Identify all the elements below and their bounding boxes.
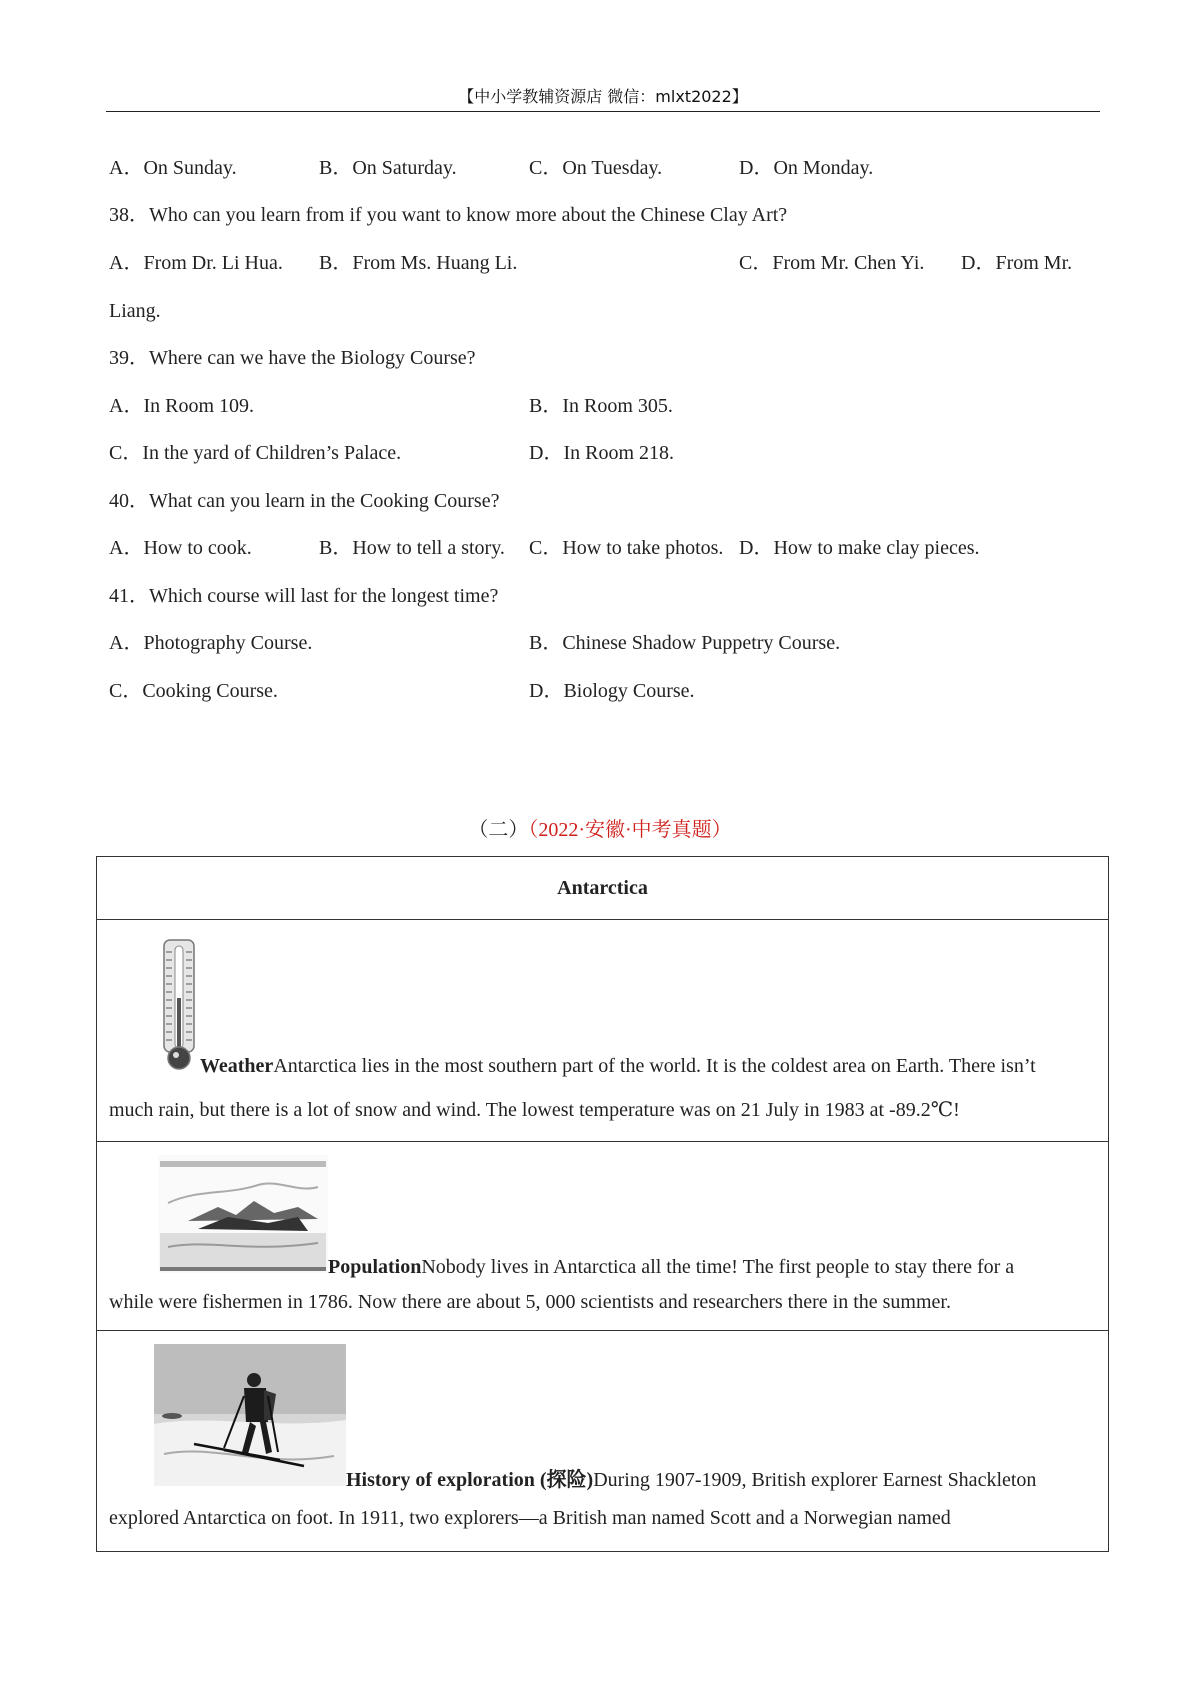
q41-option-b: B．Chinese Shadow Puppetry Course. — [529, 632, 841, 654]
q37-option-b: B．On Saturday. — [319, 157, 457, 179]
q40-option-b: B．How to tell a story. — [319, 537, 505, 559]
table-title: Antarctica — [97, 857, 1109, 920]
q38-option-b: B．From Ms. Huang Li. — [319, 252, 518, 274]
history-text-line2: explored Antarctica on foot. In 1911, two explorers—a British man named Scott and a Norwegian named — [109, 1507, 951, 1529]
page-header: 【中小学教辅资源店 微信：mlxt2022】 — [458, 87, 748, 106]
weather-heading: Weather — [200, 1055, 274, 1077]
q38-option-c: C．From Mr. Chen Yi. — [739, 252, 925, 274]
q41-option-a: A．Photography Course. — [109, 632, 313, 654]
table-row-history — [97, 1331, 1109, 1552]
skier-image — [154, 1344, 346, 1500]
q40-option-c: C．How to take photos. — [529, 537, 724, 559]
table-row-weather — [97, 920, 1109, 1142]
q40-option-a: A．How to cook. — [109, 537, 252, 559]
q39-option-a: A．In Room 109. — [109, 395, 254, 417]
q39-option-b: B．In Room 305. — [529, 395, 673, 417]
thermometer-image — [158, 938, 200, 1086]
q37-option-d: D．On Monday. — [739, 157, 874, 179]
population-heading: Population — [328, 1256, 422, 1278]
q38-option-a: A．From Dr. Li Hua. — [109, 252, 283, 274]
q38-option-d-wrap: Liang. — [109, 300, 161, 322]
weather-text-line1: Antarctica lies in the most southern part of the world. It is the coldest area on Earth. There isn’t — [273, 1055, 1036, 1077]
antarctica-table — [96, 856, 1109, 1552]
section-number: （二） — [468, 819, 529, 841]
history-text-line1: During 1907-1909, British explorer Earnest Shackleton — [593, 1469, 1037, 1491]
history-heading: History of exploration (探险) — [346, 1469, 594, 1491]
q39-option-c: C．In the yard of Children’s Palace. — [109, 442, 402, 464]
q37-option-c: C．On Tuesday. — [529, 157, 663, 179]
q38-question: 38．Who can you learn from if you want to know more about the Chinese Clay Art? — [109, 204, 788, 226]
q41-option-d: D．Biology Course. — [529, 680, 695, 702]
population-text-line1: Nobody lives in Antarctica all the time! The first people to stay there for a — [421, 1256, 1015, 1278]
q40-question: 40．What can you learn in the Cooking Course? — [109, 490, 500, 512]
q41-option-c: C．Cooking Course. — [109, 680, 278, 702]
section-title — [0, 818, 1200, 842]
q39-question: 39．Where can we have the Biology Course? — [109, 347, 476, 369]
q40-option-d: D．How to make clay pieces. — [739, 537, 980, 559]
header-divider — [106, 111, 1100, 112]
q38-option-d: D．From Mr. — [961, 252, 1073, 274]
section-source: （2022·安徽·中考真题） — [528, 819, 732, 841]
weather-text-line2: much rain, but there is a lot of snow and wind. The lowest temperature was on 21 July in 1983 at -89.2℃! — [109, 1099, 960, 1121]
table-row-population — [97, 1142, 1109, 1331]
q39-option-d: D．In Room 218. — [529, 442, 674, 464]
q37-option-a: A．On Sunday. — [109, 157, 237, 179]
q41-question: 41．Which course will last for the longest time? — [109, 585, 499, 607]
population-text-line2: while were fishermen in 1786. Now there are about 5, 000 scientists and researchers there in the summer. — [109, 1291, 951, 1313]
landscape-image — [158, 1155, 328, 1287]
